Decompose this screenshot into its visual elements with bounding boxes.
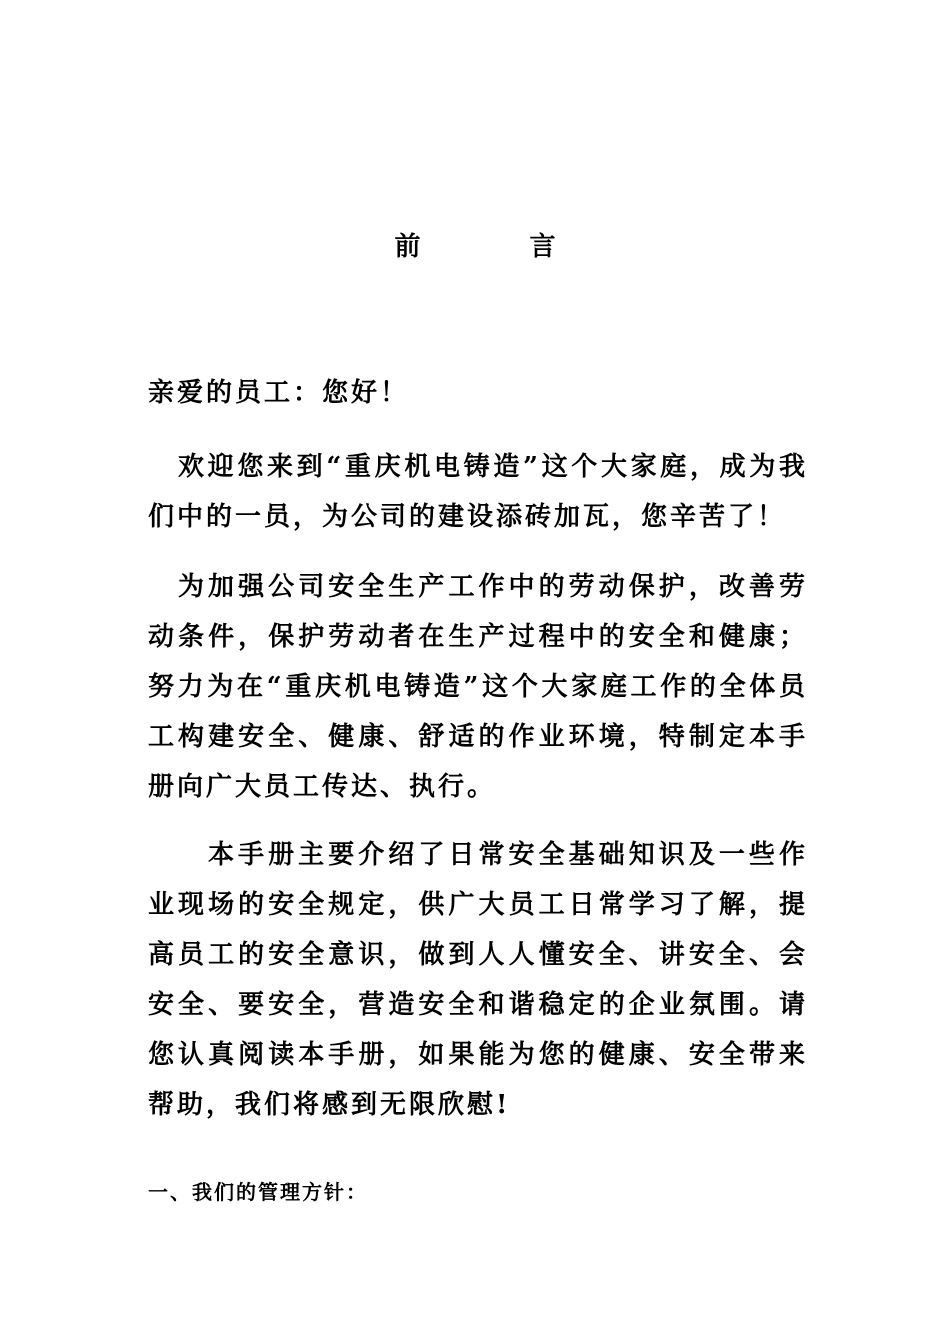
paragraph-handbook-intro: 本手册主要介绍了日常安全基础知识及一些作业现场的安全规定，供广大员工日常学习了解，提高员工的安全意识，做到人人懂安全、讲安全、会安全、要安全，营造安全和谐稳定的企业氛围。请您认真阅读本手册，如果能为您的健康、安全带来帮助，我们将感到无限欣慰! [148,840,808,1120]
greeting-line: 亲爱的员工：您好！ [148,378,410,408]
section-heading-management-policy: 一、我们的管理方针： [148,1180,368,1204]
paragraph-purpose: 为加强公司安全生产工作中的劳动保护，改善劳动条件，保护劳动者在生产过程中的安全和健康；努力为在“重庆机电铸造”这个大家庭工作的全体员工构建安全、健康、舒适的作业环境，特制定本手册向广大员工传达、执行。 [148,572,808,802]
paragraph-welcome: 欢迎您来到“重庆机电铸造”这个大家庭，成为我们中的一员，为公司的建设添砖加瓦，您辛苦了！ [148,452,808,532]
page-title: 前 言 [394,232,606,262]
